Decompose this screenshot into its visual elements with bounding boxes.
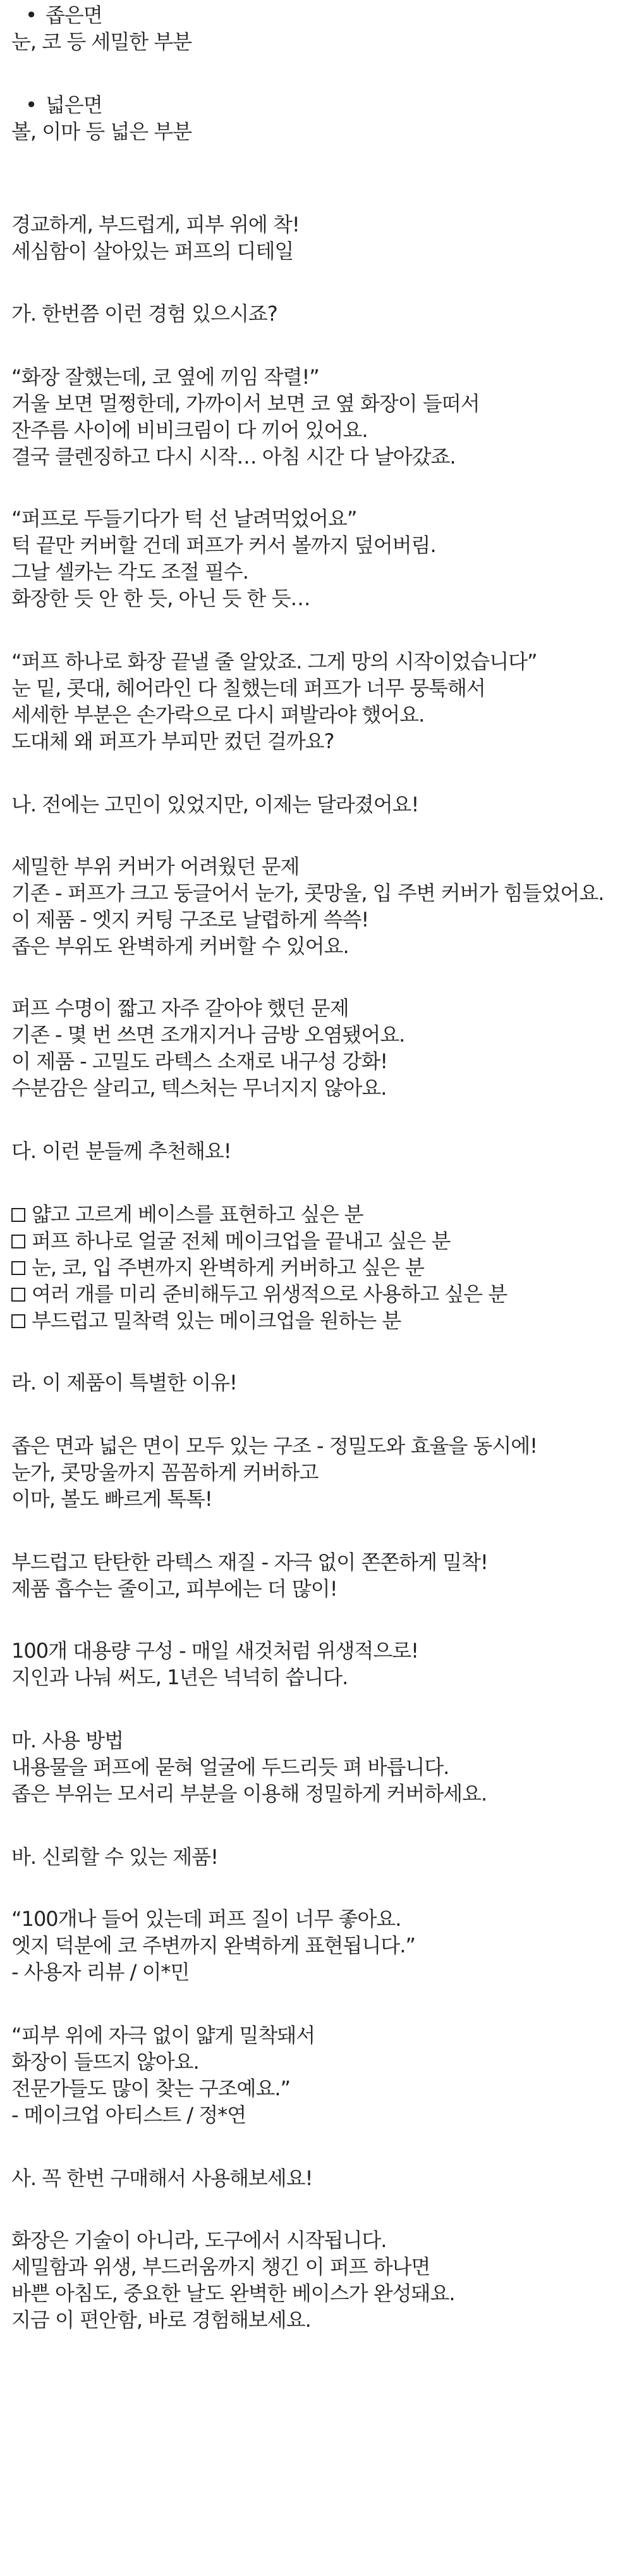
usage-line: 내용물을 퍼프에 묻혀 얼굴에 두드리듯 펴 바릅니다. (11, 1755, 449, 1779)
checklist-text: 얇고 고르게 베이스를 표현하고 싶은 분 (32, 1202, 363, 1226)
checkbox-icon (11, 1288, 25, 1302)
section-heading: 나. 전에는 고민이 있었지만, 이제는 달라졌어요! (11, 792, 419, 817)
quote-line: 턱 끝만 커버할 건데 퍼프가 커서 볼까지 덮어버림. (11, 533, 436, 557)
checkbox-icon (11, 1261, 25, 1275)
quote-line: 잔주름 사이에 비비크림이 다 끼어 있어요. (11, 418, 368, 442)
problem-line: 기존 - 몇 번 쓰면 조개지거나 금방 오염됐어요. (11, 1023, 405, 1047)
checklist-item (11, 1284, 507, 1304)
reason-line: 지인과 나눠 써도, 1년은 넉넉히 씁니다. (11, 1665, 348, 1689)
bullet-desc: 볼, 이마 등 넓은 부분 (11, 120, 192, 144)
bullet-title: 넓은면 (46, 93, 102, 117)
quote-line: 도대체 왜 퍼프가 부피만 컸던 걸까요? (11, 729, 334, 753)
problem-line: 세밀한 부위 커버가 어려웠던 문제 (11, 854, 300, 878)
bullet-dot: • (25, 93, 37, 117)
review-line: 전문가들도 많이 찾는 구조예요.” (11, 2076, 291, 2100)
checklist-item (11, 1257, 424, 1278)
reason-line: 좁은 면과 넓은 면이 모두 있는 구조 - 정밀도와 효율을 동시에! (11, 1434, 537, 1458)
checklist-text: 퍼프 하나로 얼굴 전체 메이크업을 끝내고 싶은 분 (32, 1229, 451, 1253)
section-heading: 사. 꼭 한번 구매해서 사용해보세요! (11, 2166, 313, 2190)
problem-line: 수분감은 살리고, 텍스처는 무너지지 않아요. (11, 1076, 387, 1100)
bullet-dot: • (25, 3, 37, 27)
closing-line: 세밀함과 위생, 부드러움까지 챙긴 이 퍼프 하나면 (11, 2255, 430, 2279)
review-author: - 메이크업 아티스트 / 정*연 (11, 2103, 246, 2127)
checkbox-icon (11, 1314, 25, 1328)
review-line: “피부 위에 자극 없이 얇게 밀착돼서 (11, 2023, 315, 2047)
reason-line: 부드럽고 탄탄한 라텍스 재질 - 자극 없이 쫀쫀하게 밀착! (11, 1550, 488, 1574)
problem-line: 기존 - 퍼프가 크고 둥글어서 눈가, 콧망울, 입 주변 커버가 힘들었어요. (11, 881, 604, 905)
quote-line: 화장한 듯 안 한 듯, 아닌 듯 한 듯… (11, 586, 310, 610)
problem-line: 이 제품 - 고밀도 라텍스 소재로 내구성 강화! (11, 1049, 388, 1073)
review-author: - 사용자 리뷰 / 이*민 (11, 1960, 190, 1984)
checkbox-icon (11, 1208, 25, 1222)
section-heading: 바. 신뢰할 수 있는 제품! (11, 1845, 218, 1869)
checklist-text: 부드럽고 밀착력 있는 메이크업을 원하는 분 (32, 1309, 401, 1333)
section-heading: 가. 한번쯤 이런 경험 있으시죠? (11, 302, 277, 326)
reason-line: 눈가, 콧망울까지 꼼꼼하게 커버하고 (11, 1460, 319, 1484)
quote-line: 결국 클렌징하고 다시 시작… 아침 시간 다 날아갔죠. (11, 445, 456, 469)
checklist-item (11, 1310, 401, 1331)
review-line: 화장이 들뜨지 않아요. (11, 2050, 199, 2074)
checkbox-icon (11, 1235, 25, 1248)
problem-line: 퍼프 수명이 짧고 자주 갈아야 했던 문제 (11, 996, 349, 1020)
closing-line: 화장은 기술이 아니라, 도구에서 시작됩니다. (11, 2228, 387, 2252)
quote-line: “퍼프로 두들기다가 턱 선 날려먹었어요” (11, 507, 357, 531)
intro-line: 세심함이 살아있는 퍼프의 디테일 (11, 239, 294, 263)
checklist-item (11, 1204, 363, 1224)
checklist-item (11, 1231, 450, 1251)
checklist-text: 여러 개를 미리 준비해두고 위생적으로 사용하고 싶은 분 (32, 1282, 507, 1306)
quote-line: “퍼프 하나로 화장 끝낼 줄 알았죠. 그게 망의 시작이었습니다” (11, 650, 537, 674)
bullet-title: 좁은면 (46, 3, 102, 27)
closing-line: 바쁜 아침도, 중요한 날도 완벽한 베이스가 완성돼요. (11, 2281, 455, 2305)
problem-line: 이 제품 - 엣지 커팅 구조로 날렵하게 쓱쓱! (11, 908, 369, 932)
review-line: “100개나 들어 있는데 퍼프 질이 너무 좋아요. (11, 1907, 401, 1931)
bullet-desc: 눈, 코 등 세밀한 부분 (11, 30, 192, 54)
section-heading: 라. 이 제품이 특별한 이유! (11, 1371, 237, 1395)
bullet-narrow (11, 5, 102, 25)
quote-line: “화장 잘했는데, 코 옆에 끼임 작렬!” (11, 365, 319, 389)
quote-line: 세세한 부분은 손가락으로 다시 펴발라야 했어요. (11, 703, 425, 727)
review-line: 엣지 덕분에 코 주변까지 완벽하게 표현됩니다.” (11, 1933, 415, 1957)
usage-line: 좁은 부위는 모서리 부분을 이용해 정밀하게 커버하세요. (11, 1782, 487, 1806)
closing-line: 지금 이 편안함, 바로 경험해보세요. (11, 2308, 311, 2332)
section-heading: 다. 이런 분들께 추천해요! (11, 1139, 231, 1163)
reason-line: 100개 대용량 구성 - 매일 새것처럼 위생적으로! (11, 1639, 418, 1663)
checklist-text: 눈, 코, 입 주변까지 완벽하게 커버하고 싶은 분 (32, 1255, 424, 1279)
bullet-wide (11, 95, 102, 115)
problem-line: 좁은 부위도 완벽하게 커버할 수 있어요. (11, 934, 349, 958)
quote-line: 눈 밑, 콧대, 헤어라인 다 칠했는데 퍼프가 너무 뭉툭해서 (11, 676, 485, 700)
quote-line: 그날 셀카는 각도 조절 필수. (11, 560, 248, 584)
section-heading: 마. 사용 방법 (11, 1729, 124, 1753)
quote-line: 거울 보면 멀쩡한데, 가까이서 보면 코 옆 화장이 들떠서 (11, 391, 480, 416)
reason-line: 이마, 볼도 빠르게 톡톡! (11, 1487, 212, 1511)
intro-line: 경교하게, 부드럽게, 피부 위에 착! (11, 213, 300, 237)
reason-line: 제품 흡수는 줄이고, 피부에는 더 많이! (11, 1577, 337, 1601)
